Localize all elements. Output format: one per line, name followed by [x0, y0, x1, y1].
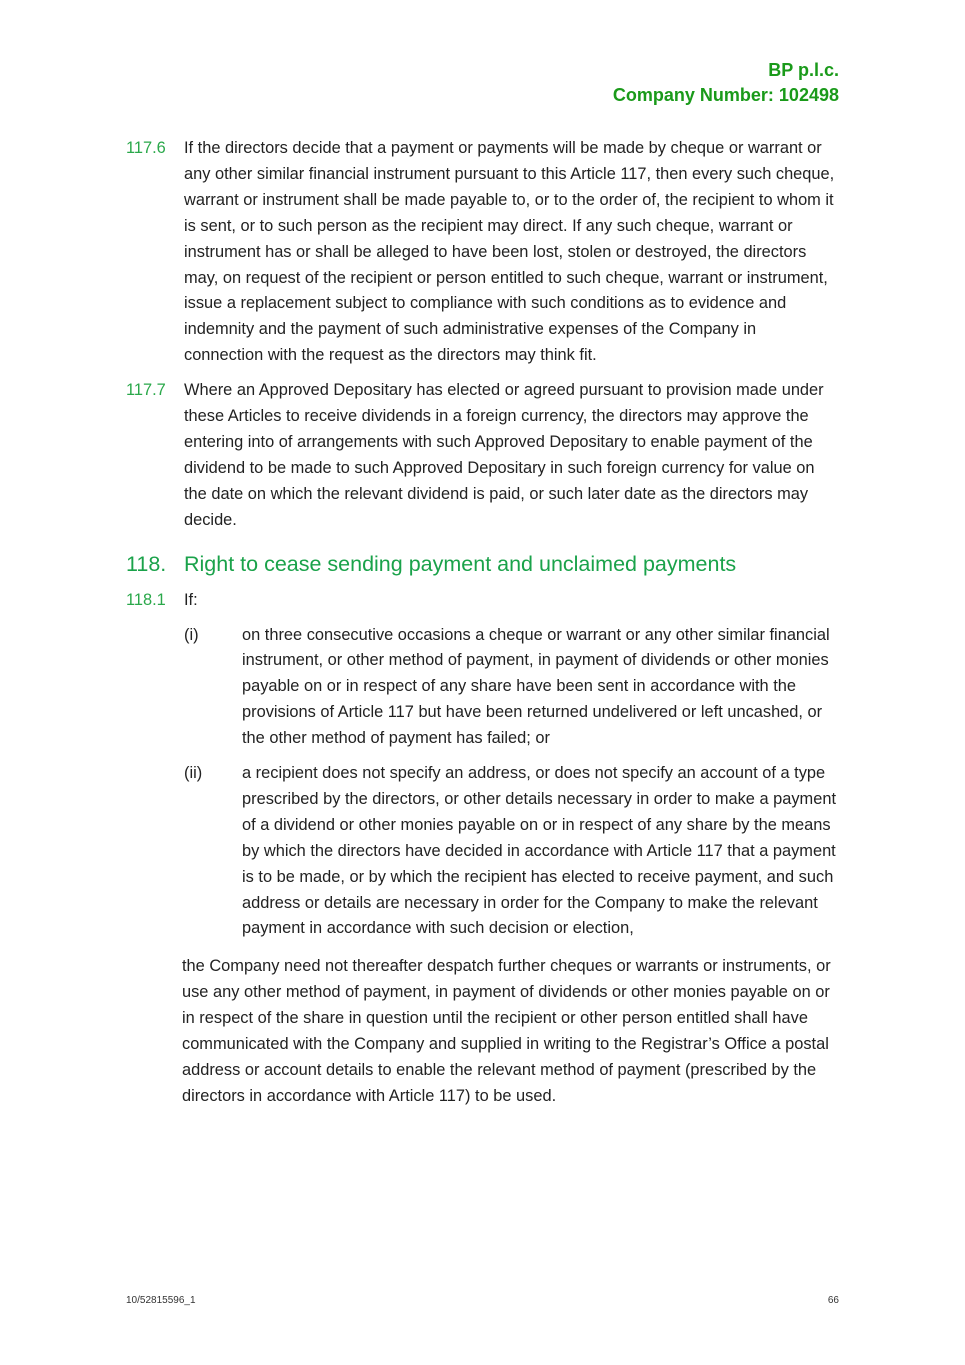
clause-117-7 [126, 378, 839, 533]
sub-item-i [184, 623, 839, 753]
company-name: BP p.l.c. [768, 60, 839, 80]
document-reference: 10/52815596_1 [126, 1295, 196, 1306]
sub-item-text: on three consecutive occasions a cheque or warrant or any other similar financial instrument, or other method of payment, in payment of dividends or other monies payable on or in respect of any share have been sent in accordance with the provisions of Article 117 but have been returned undelivered or left uncashed, or the other method of payment has failed; or [242, 625, 830, 748]
clause-118-1 [126, 588, 839, 614]
document-body [126, 136, 839, 1110]
section-heading-118 [126, 549, 839, 579]
clause-number: 118.1 [126, 590, 166, 609]
section-title: Right to cease sending payment and unclaimed payments [184, 551, 737, 576]
page-header [613, 58, 839, 108]
clause-number: 117.6 [126, 139, 166, 157]
sub-item-label: (i) [184, 625, 199, 644]
conclusion-paragraph: the Company need not thereafter despatch further cheques or warrants or instruments, or use any other method of payment, in payment of dividends or other monies payable on or in respect of the share in question until the recipient or other person entitled shall have communicated with the Company and supplied in writing to the Registrar’s Office a postal address or account details to enable the relevant method of payment (prescribed by the directors in accordance with Article 117) to be used. [182, 957, 831, 1105]
section-number: 118. [126, 551, 167, 576]
sub-item-text: a recipient does not specify an address, or does not specify an account of a type prescribed by the directors, or other details necessary in order to make a payment of a dividend or other monies payable on or in respect of any share by the means by which the directors have decided in accordance with Article 117 that a payment is to be made, or by which the recipient has elected to receive payment, and such address or details are necessary in order for the Company to make the relevant payment in accordance with such decision or election, [242, 764, 836, 938]
clause-text: If the directors decide that a payment or payments will be made by cheque or warrant or any other similar financial instrument pursuant to this Article 117, then every such cheque, warrant or instrument shall be made payable to, or to the order of, the recipient to whom it is sent, or to such person as the recipient may direct. If any such cheque, warrant or instrument has or shall be alleged to have been lost, stolen or destroyed, the directors may, on request of the recipient or person entitled to such cheque, warrant or instrument, issue a replacement subject to compliance with such conditions as to evidence and indemnity and the payment of such administrative expenses of the Company in connection with the request as the directors may think fit. [184, 139, 835, 365]
company-number: Company Number: 102498 [612, 85, 839, 105]
clause-text: Where an Approved Depositary has elected or agreed pursuant to provision made under these Articles to receive dividends in a foreign currency, the directors may approve the entering into of arrangements with such Approved Depositary to enable payment of the dividend to be made to such Approved Depositary in such foreign currency for value on the date on which the relevant dividend is paid, or such later date as the directors may decide. [184, 381, 824, 529]
clause-intro: If: [184, 590, 198, 609]
clause-117-6 [126, 136, 839, 369]
sub-item-ii [184, 761, 839, 942]
page-number: 66 [827, 1295, 839, 1306]
sub-item-label: (ii) [184, 764, 203, 783]
clause-number: 117.7 [126, 381, 166, 400]
